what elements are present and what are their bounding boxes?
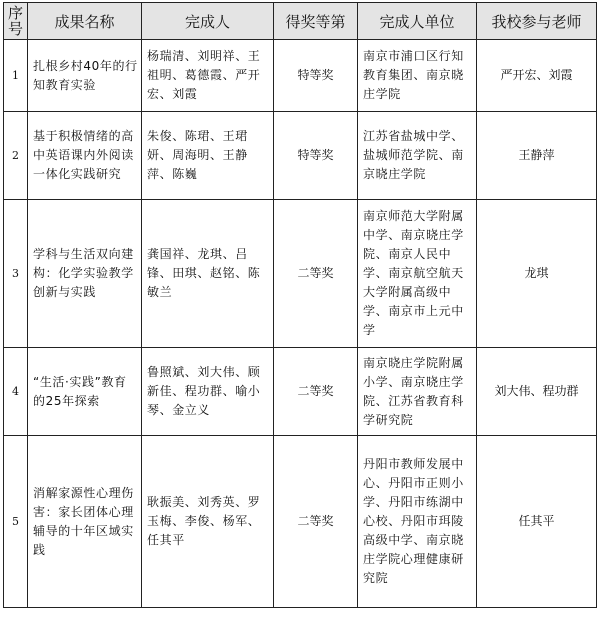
header-row bbox=[4, 3, 597, 40]
row-index: 1 bbox=[4, 40, 28, 112]
school-teacher: 任其平 bbox=[477, 436, 597, 608]
completer-unit-cell bbox=[358, 112, 477, 200]
completer-unit: 南京师范大学附属中学、南京晓庄学院、南京人民中学、南京航空航天大学附属高级中学、南京市上元中学 bbox=[363, 209, 464, 337]
header-name: 成果名称 bbox=[28, 3, 142, 40]
award-grade: 特等奖 bbox=[274, 112, 358, 200]
completers: 鲁照斌、刘大伟、顾新佳、程功群、喻小琴、金立义 bbox=[147, 365, 261, 417]
achievement-name: 扎根乡村40年的行知教育实验 bbox=[33, 58, 138, 92]
completers-cell bbox=[142, 200, 274, 348]
table-row bbox=[4, 200, 597, 348]
table-row bbox=[4, 348, 597, 436]
header-people: 完成人 bbox=[142, 3, 274, 40]
achievement-name-cell bbox=[28, 348, 142, 436]
header-unit: 完成人单位 bbox=[358, 3, 477, 40]
award-grade: 二等奖 bbox=[274, 436, 358, 608]
completer-unit-cell bbox=[358, 40, 477, 112]
award-grade: 二等奖 bbox=[274, 200, 358, 348]
completers-cell bbox=[142, 112, 274, 200]
completers-cell bbox=[142, 436, 274, 608]
table-row bbox=[4, 112, 597, 200]
achievement-name-cell bbox=[28, 436, 142, 608]
award-grade: 特等奖 bbox=[274, 40, 358, 112]
awards-table bbox=[3, 2, 597, 608]
achievement-name-cell bbox=[28, 200, 142, 348]
completer-unit-cell bbox=[358, 436, 477, 608]
table-row bbox=[4, 40, 597, 112]
row-index: 2 bbox=[4, 112, 28, 200]
achievement-name-cell bbox=[28, 112, 142, 200]
achievement-name: 消解家源性心理伤害：家长团体心理辅导的十年区域实践 bbox=[33, 485, 134, 557]
school-teacher: 严开宏、刘霞 bbox=[477, 40, 597, 112]
completers-cell bbox=[142, 348, 274, 436]
completers: 龚国祥、龙琪、吕锋、田琪、赵铭、陈敏兰 bbox=[147, 247, 261, 299]
completer-unit: 南京市浦口区行知教育集团、南京晓庄学院 bbox=[363, 49, 464, 101]
achievement-name: “生活·实践”教育的25年探索 bbox=[33, 374, 127, 408]
completer-unit-cell bbox=[358, 200, 477, 348]
completer-unit: 南京晓庄学院附属小学、南京晓庄学院、江苏省教育科学研究院 bbox=[363, 355, 464, 427]
school-teacher: 龙琪 bbox=[477, 200, 597, 348]
achievement-name: 基于积极情绪的高中英语课内外阅读一体化实践研究 bbox=[33, 129, 134, 181]
school-teacher: 刘大伟、程功群 bbox=[477, 348, 597, 436]
award-grade: 二等奖 bbox=[274, 348, 358, 436]
header-grade: 得奖等第 bbox=[274, 3, 358, 40]
completers: 朱俊、陈珺、王珺妍、周海明、王静萍、陈巍 bbox=[147, 129, 248, 181]
row-index: 5 bbox=[4, 436, 28, 608]
achievement-name: 学科与生活双向建构：化学实验教学创新与实践 bbox=[33, 247, 134, 299]
achievement-name-cell bbox=[28, 40, 142, 112]
completer-unit-cell bbox=[358, 348, 477, 436]
completer-unit: 江苏省盐城中学、盐城师范学院、南京晓庄学院 bbox=[363, 129, 464, 181]
completers: 杨瑞清、刘明祥、王祖明、葛德霞、严开宏、刘霞 bbox=[147, 49, 261, 101]
completers: 耿振美、刘秀英、罗玉梅、李俊、杨军、任其平 bbox=[147, 495, 261, 547]
completers-cell bbox=[142, 40, 274, 112]
row-index: 4 bbox=[4, 348, 28, 436]
school-teacher: 王静萍 bbox=[477, 112, 597, 200]
row-index: 3 bbox=[4, 200, 28, 348]
table-row bbox=[4, 436, 597, 608]
completer-unit: 丹阳市教师发展中心、丹阳市正则小学、丹阳市练湖中心校、丹阳市珥陵高级中学、南京晓庄学院心理健康研究院 bbox=[363, 457, 464, 585]
header-teacher: 我校参与老师 bbox=[477, 3, 597, 40]
header-index: 序号 bbox=[4, 3, 28, 40]
